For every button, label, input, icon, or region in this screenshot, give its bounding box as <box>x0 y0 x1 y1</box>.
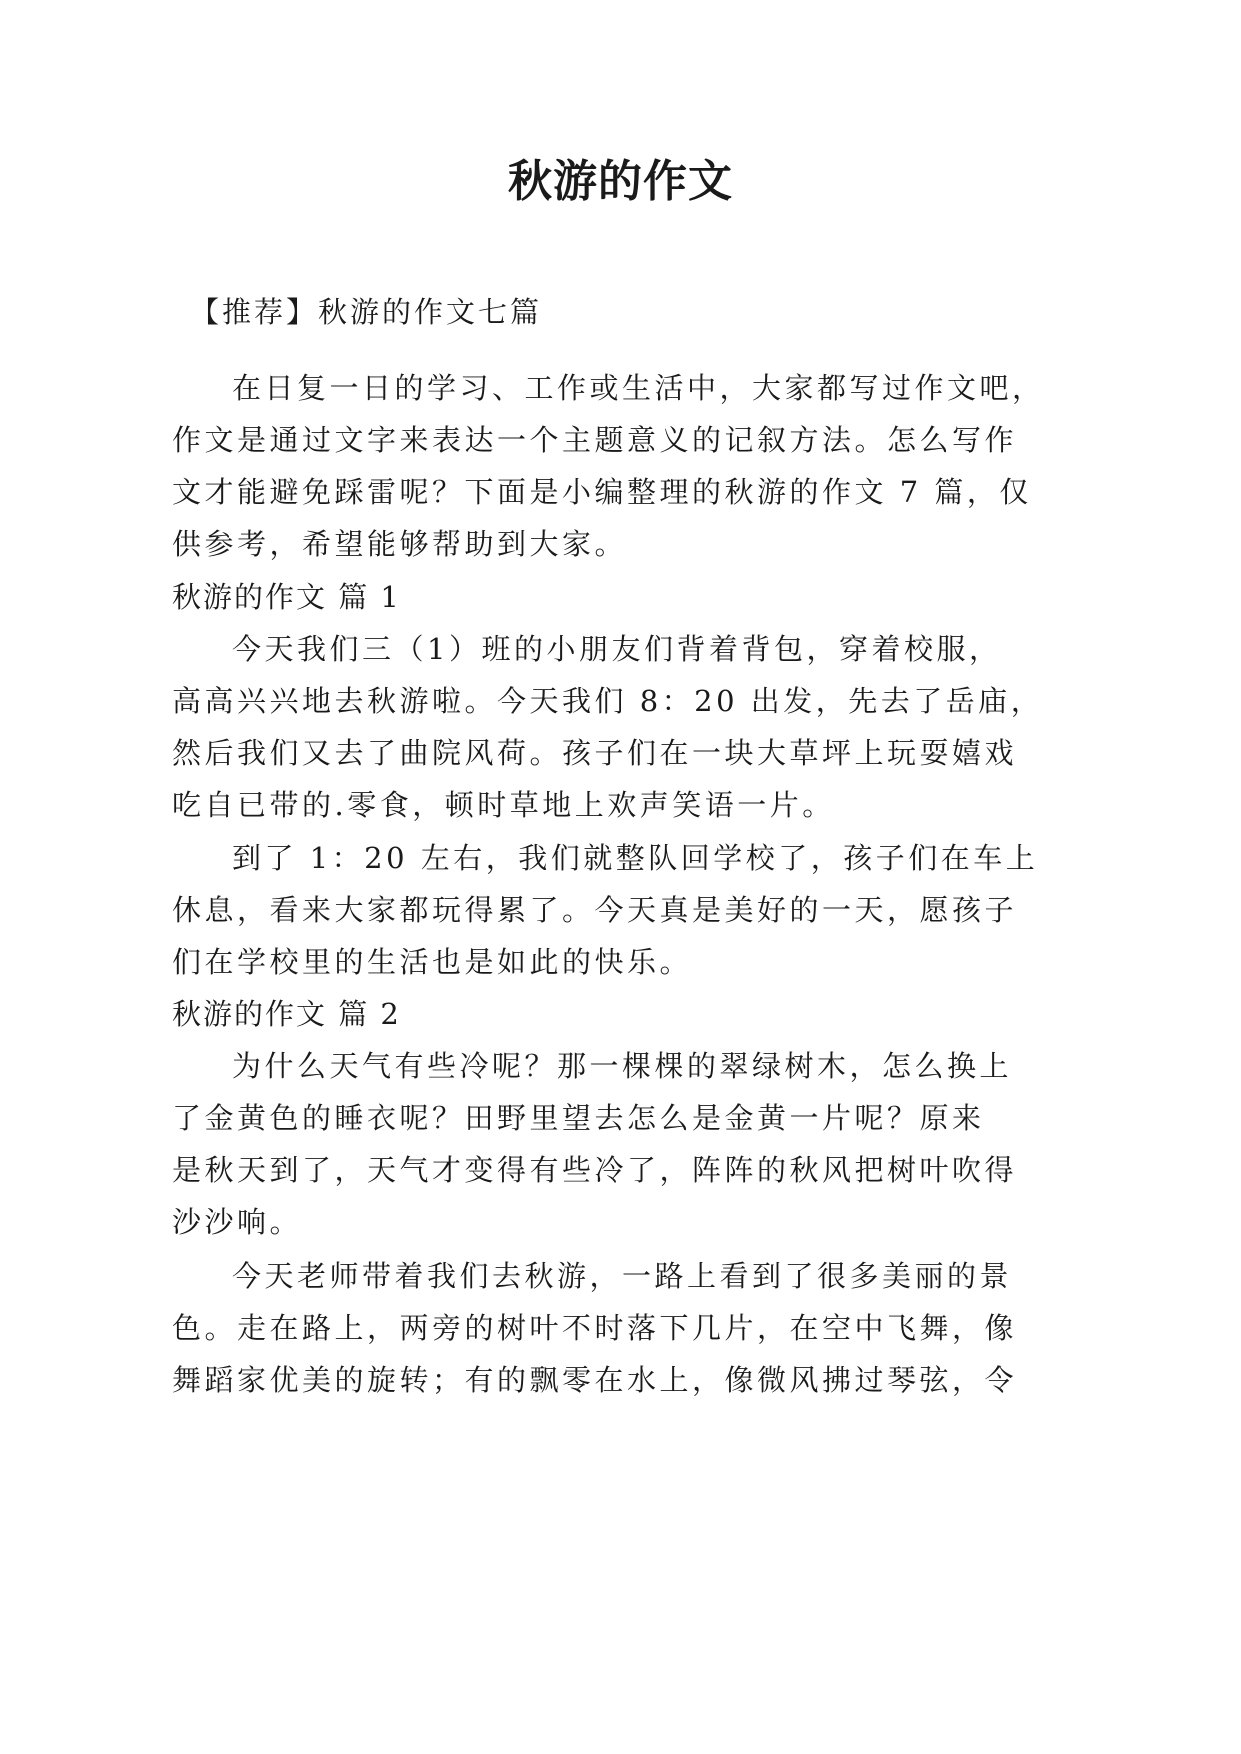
essay-line: 为什么天气有些冷呢？那一棵棵的翠绿树木，怎么换上 <box>232 1049 1013 1083</box>
essay-heading: 秋游的作文 篇 2 <box>172 997 401 1031</box>
document-title: 秋游的作文 <box>508 156 733 207</box>
essay-line: 舞蹈家优美的旋转；有的飘零在水上，像微风拂过琴弦，令 <box>172 1363 1018 1397</box>
intro-line: 文才能避免踩雷呢？下面是小编整理的秋游的作文 7 篇，仅 <box>172 475 1032 509</box>
intro-line: 作文是通过文字来表达一个主题意义的记叙方法。怎么写作 <box>172 423 1018 457</box>
essay-line: 休息，看来大家都玩得累了。今天真是美好的一天，愿孩子 <box>172 893 1018 927</box>
intro-line: 在日复一日的学习、工作或生活中，大家都写过作文吧， <box>232 371 1045 405</box>
essay-line: 色。走在路上，两旁的树叶不时落下几片，在空中飞舞，像 <box>172 1311 1018 1345</box>
essay-line: 然后我们又去了曲院风荷。孩子们在一块大草坪上玩耍嬉戏 <box>172 736 1018 770</box>
intro-line: 供参考，希望能够帮助到大家。 <box>172 527 628 561</box>
essay-line: 沙沙响。 <box>172 1205 303 1239</box>
document-subtitle: 【推荐】秋游的作文七篇 <box>190 295 543 329</box>
essay-line: 们在学校里的生活也是如此的快乐。 <box>172 945 693 979</box>
essay-line: 今天老师带着我们去秋游，一路上看到了很多美丽的景 <box>232 1259 1013 1293</box>
essay-line: 吃自已带的.零食，顿时草地上欢声笑语一片。 <box>172 788 835 822</box>
essay-line: 到了 1：20 左右，我们就整队回学校了，孩子们在车上 <box>232 841 1039 875</box>
essay-line: 是秋天到了，天气才变得有些冷了，阵阵的秋风把树叶吹得 <box>172 1153 1018 1187</box>
essay-line: 今天我们三（1）班的小朋友们背着背包，穿着校服， <box>232 632 1002 666</box>
essay-line: 高高兴兴地去秋游啦。今天我们 8：20 出发，先去了岳庙， <box>172 684 1044 718</box>
essay-line: 了金黄色的睡衣呢？田野里望去怎么是金黄一片呢？原来 <box>172 1101 985 1135</box>
essay-heading: 秋游的作文 篇 1 <box>172 580 401 614</box>
